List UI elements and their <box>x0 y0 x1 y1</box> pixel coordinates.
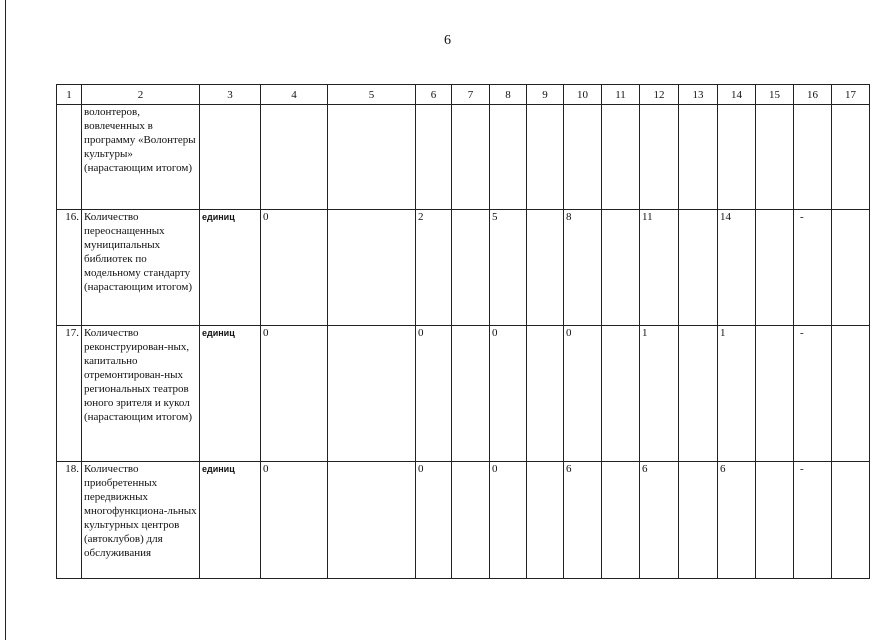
empty-cell <box>602 462 640 579</box>
empty-cell <box>602 105 640 210</box>
value-cell <box>490 105 527 210</box>
empty-cell <box>328 105 416 210</box>
empty-cell <box>328 326 416 462</box>
empty-cell <box>328 462 416 579</box>
header-cell: 14 <box>718 85 756 105</box>
value-cell: 5 <box>490 210 527 326</box>
empty-cell <box>756 105 794 210</box>
value-cell: 1 <box>718 326 756 462</box>
indicators-table <box>56 84 870 579</box>
row-number <box>57 105 82 210</box>
indicator-name: волонтеров, вовлеченных в программу «Волонтеры культуры» (нарастающим итогом) <box>82 105 200 210</box>
empty-cell <box>832 210 870 326</box>
value-cell: 0 <box>416 462 452 579</box>
header-cell: 15 <box>756 85 794 105</box>
page-number: 6 <box>444 33 451 48</box>
empty-cell <box>756 462 794 579</box>
value-cell: 6 <box>564 462 602 579</box>
empty-cell <box>679 462 718 579</box>
header-cell: 11 <box>602 85 640 105</box>
value-cell: 2 <box>416 210 452 326</box>
value-cell: - <box>794 326 832 462</box>
value-cell <box>564 105 602 210</box>
header-cell: 10 <box>564 85 602 105</box>
value-cell: 14 <box>718 210 756 326</box>
value-cell: 1 <box>640 326 679 462</box>
header-cell: 12 <box>640 85 679 105</box>
empty-cell <box>452 462 490 579</box>
header-cell: 1 <box>57 85 82 105</box>
value-cell <box>261 105 328 210</box>
empty-cell <box>756 210 794 326</box>
empty-cell <box>832 105 870 210</box>
value-cell: - <box>794 462 832 579</box>
unit-cell: единиц <box>200 462 261 579</box>
empty-cell <box>679 326 718 462</box>
table-row <box>57 326 870 462</box>
indicator-name: Количество переоснащенных муниципальных библиотек по модельному стандарту (нарастающим итогом) <box>82 210 200 326</box>
value-cell: 0 <box>261 462 328 579</box>
header-cell: 2 <box>82 85 200 105</box>
empty-cell <box>527 105 564 210</box>
value-cell: 8 <box>564 210 602 326</box>
value-cell: 11 <box>640 210 679 326</box>
header-cell: 9 <box>527 85 564 105</box>
value-cell: 0 <box>564 326 602 462</box>
value-cell <box>718 105 756 210</box>
table-row <box>57 210 870 326</box>
value-cell: 6 <box>640 462 679 579</box>
margin-line <box>5 0 6 640</box>
value-cell: 0 <box>490 462 527 579</box>
empty-cell <box>527 462 564 579</box>
value-cell: 0 <box>416 326 452 462</box>
empty-cell <box>452 326 490 462</box>
unit-cell <box>200 105 261 210</box>
value-cell: 0 <box>261 210 328 326</box>
value-cell <box>794 105 832 210</box>
row-number: 18. <box>57 462 82 579</box>
value-cell: 0 <box>261 326 328 462</box>
header-cell: 7 <box>452 85 490 105</box>
empty-cell <box>832 462 870 579</box>
value-cell: 0 <box>490 326 527 462</box>
header-row <box>57 85 870 105</box>
table-row <box>57 105 870 210</box>
header-cell: 6 <box>416 85 452 105</box>
empty-cell <box>679 105 718 210</box>
value-cell <box>640 105 679 210</box>
row-number: 17. <box>57 326 82 462</box>
value-cell <box>416 105 452 210</box>
header-cell: 17 <box>832 85 870 105</box>
empty-cell <box>328 210 416 326</box>
value-cell: - <box>794 210 832 326</box>
empty-cell <box>527 326 564 462</box>
indicator-name: Количество приобретенных передвижных многофункциона-льных культурных центров (автоклубов) для обслуживания <box>82 462 200 579</box>
value-cell: 6 <box>718 462 756 579</box>
header-cell: 3 <box>200 85 261 105</box>
header-cell: 5 <box>328 85 416 105</box>
header-cell: 4 <box>261 85 328 105</box>
empty-cell <box>452 210 490 326</box>
header-cell: 8 <box>490 85 527 105</box>
empty-cell <box>527 210 564 326</box>
indicator-name: Количество реконструирован-ных, капитально отремонтирован-ных региональных театров юного зрителя и кукол (нарастающим итогом) <box>82 326 200 462</box>
empty-cell <box>756 326 794 462</box>
empty-cell <box>832 326 870 462</box>
empty-cell <box>452 105 490 210</box>
row-number: 16. <box>57 210 82 326</box>
header-cell: 13 <box>679 85 718 105</box>
table-row <box>57 462 870 579</box>
unit-cell: единиц <box>200 326 261 462</box>
empty-cell <box>602 326 640 462</box>
header-cell: 16 <box>794 85 832 105</box>
unit-cell: единиц <box>200 210 261 326</box>
empty-cell <box>679 210 718 326</box>
empty-cell <box>602 210 640 326</box>
